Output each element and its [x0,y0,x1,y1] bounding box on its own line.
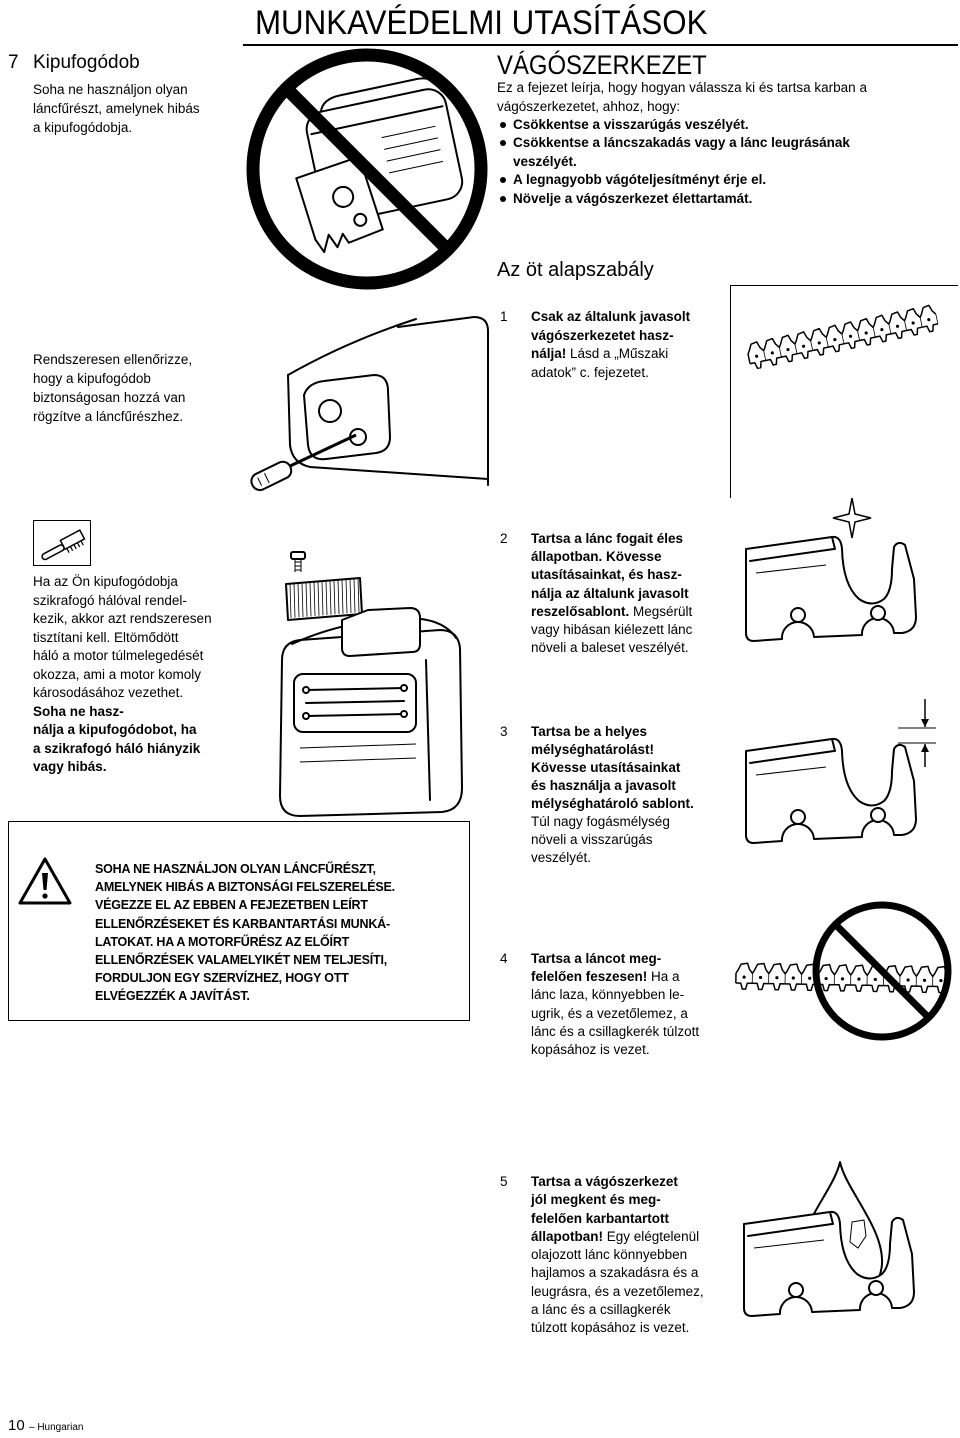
cutting-equipment-title: VÁGÓSZERKEZET [497,50,707,80]
spark-arrestor-info: Ha az Ön kipufogódobja szikrafogó hálóval rendel- kezik, akkor azt rendszeresen tisztítani kell. Eltömődött háló a motor túlmelegedését okozza, ami a motor komoly károsodásához vezethet. [33,574,212,700]
spark-arrestor-text [33,573,212,777]
rule-detail: Egy elégtelenül olajozott lánc könnyebben hajlamos a szakadásra és a leugrásra, és a vezetőlemez, a lánc és a csillagkerék túlzott kopásához is vezet. [531,1228,704,1335]
chain-link-joint [842,334,844,344]
bolt-hole [319,400,341,422]
bullet-icon [500,140,506,146]
spark-arrestor-screen [286,578,362,620]
muffler-plate [304,375,390,459]
rule-emphasis: Tartsa be a helyes mélységhatárolást! Kövesse utasításainkat és használja a javasolt mélységhatároló sablont. [531,724,694,811]
rule-text [531,308,690,382]
muffler-body [281,74,471,254]
loose-chain-prohibited-illustration [730,895,958,1055]
rule-number: 5 [500,1174,508,1189]
chain-rivet [857,978,860,981]
rule-text [531,530,692,657]
chain-rivet [833,338,837,342]
prohibition-slash [836,925,928,1017]
rule-text [531,950,699,1059]
rule-emphasis: Tartsa a lánc fogait éles állapotban. Kövesse utasításainkat, és hasz- nálja az általunk javasolt reszelősablont. [531,531,689,619]
chain-link-joint [811,341,813,351]
header-rule [243,44,958,46]
chain-link-joint [795,344,797,354]
page-header-title: MUNKAVÉDELMI UTASÍTÁSOK [255,4,708,42]
chain-rivet [923,979,926,982]
chain-rivet [824,977,827,980]
rule-text [531,1173,704,1337]
rule-detail: Lásd a „Műszaki adatok” c. fejezetet. [531,346,669,380]
goal-item: Csökkentse a láncszakadás vagy a lánc leugrásának veszélyét. [513,135,850,169]
rule-emphasis: Tartsa a vágószerkezet jól megkent és meg- felelően karbantartott állapotban! [531,1174,678,1244]
chain-rivet [792,976,795,979]
sharp-cutter-illustration [740,495,920,670]
screwdriver-handle [249,459,294,493]
chain-end [748,354,750,364]
bullet-icon [500,177,506,183]
chain-link-joint [936,314,938,324]
chain-link-joint [779,347,781,357]
chain-rivet [775,976,778,979]
rule-number: 4 [500,951,508,966]
section-number: 7 [8,52,19,73]
muffler-body [280,608,462,816]
chain-rivet [808,977,811,980]
depth-gauge-illustration [738,697,938,872]
rule-emphasis: Tartsa a láncot meg- felelően feszesen! [531,951,662,985]
rule-number: 2 [500,531,508,546]
page-number: 10 [8,1417,25,1434]
spark-arrestor-warning: Soha ne hasz- nálja a kipufogódobot, ha a szikrafogó háló hiányzik vagy hibás. [33,703,201,774]
goal-item: A legnagyobb vágóteljesítményt érje el. [513,172,767,187]
chain-link-joint [905,321,907,331]
lubricated-cutter-illustration [738,1170,923,1345]
chain-rivet [770,351,774,355]
screw-icon [291,552,305,572]
chain-box-left-rule [730,285,731,498]
muffler-intro-text: Soha ne használjon olyan láncfűrészt, amelynek hibás a kipufogódobja. [33,82,200,135]
goal-item: Csökkentse a visszarúgás veszélyét. [513,117,749,132]
rule-text [531,723,694,867]
chain-box-top-rule [730,285,958,286]
muffler-check-text: Rendszeresen ellenőrizze, hogy a kipufogódob biztonságosan hozzá van rögzítve a láncfűrészhez. [33,352,193,424]
chain-link-joint [889,324,891,334]
chain-cutter-edge [736,963,949,977]
section-heading: Kipufogódob [33,52,140,73]
chain-rivet [755,354,759,358]
bullet-icon [500,196,506,202]
sparkle-icon [833,498,871,538]
chain-link-joint [873,327,875,337]
chain-rivet [927,318,931,322]
chain-rivet [759,976,762,979]
rule-emphasis: Csak az általunk javasolt vágószerkezetet hasz- nálja! [531,309,691,361]
muffler-screwdriver-illustration [248,313,493,498]
warning-text: SOHA NE HASZNÁLJON OLYAN LÁNCFŰRÉSZT, AMELYNEK HIBÁS A BIZTONSÁGI FELSZERELÉSE. VÉGEZZE EL AZ EBBEN A FEJEZETBEN LEÍRT ELLENŐRZÉSEKET ÉS KARBANTARTÁSI MUNKÁ- LATOKAT. HA A MOTORFŰRÉSZ AZ ELŐÍRT ELLENŐRZÉSEK VALAMELYIKÉT NEM TELJESÍTI, FORDULJON EGY SZERVÍZHEZ, HOGY OTT ELVÉGEZZÉK A JAVÍTÁST. [95,862,395,1004]
saw-body-outline [288,319,416,375]
chain-link-joint [764,351,766,361]
chain-rivet [911,321,915,325]
chain-rivet [841,977,844,980]
rule-detail: Ha a lánc laza, könnyebben le- ugrik, és a vezetőlemez, a lánc és a csillagkerék túlzott kopásához is vezet. [531,969,700,1058]
chain-link-joint [858,331,860,341]
chain-link-joint [920,317,922,327]
chain-rivet [874,978,877,981]
spark-arrestor-muffler-illustration [270,548,470,823]
chain-rivet [939,979,942,982]
warning-triangle-icon [18,856,72,906]
rule-detail: Túl nagy fogásmélység növeli a visszarúgás veszélyét. [531,814,670,865]
chain-rivet [743,976,746,979]
chain-rivet [880,328,884,332]
rule-number: 1 [500,309,508,324]
goal-item: Növelje a vágószerkezet élettartamát. [513,191,753,206]
bullet-icon [500,122,506,128]
chain-rivet [864,331,868,335]
damaged-muffler-prohibited-illustration [238,48,496,293]
footer-language: – Hungarian [29,1422,84,1433]
rule-number: 3 [500,724,508,739]
chain-rivet [817,341,821,345]
chain-rivet [896,324,900,328]
cutting-equipment-intro: Ez a fejezet leírja, hogy hogyan válassza ki és tartsa karban a vágószerkezetet, ahhoz, hogy: [497,80,867,114]
muffler-cap [342,608,420,656]
chain-rivet [802,344,806,348]
chain-drive-links [736,983,949,993]
rules-title: Az öt alapszabály [497,259,654,281]
brush-icon [33,520,91,566]
chain-rivet [786,348,790,352]
chain-rivet [849,334,853,338]
saw-chain-illustration [742,296,938,366]
chain-link-joint [826,337,828,347]
chain-rivet [906,978,909,981]
chain-cutter-edge [746,304,936,354]
rule-detail: Megsérült vagy hibásan kiélezett lánc növeli a baleset veszélyét. [531,603,693,656]
